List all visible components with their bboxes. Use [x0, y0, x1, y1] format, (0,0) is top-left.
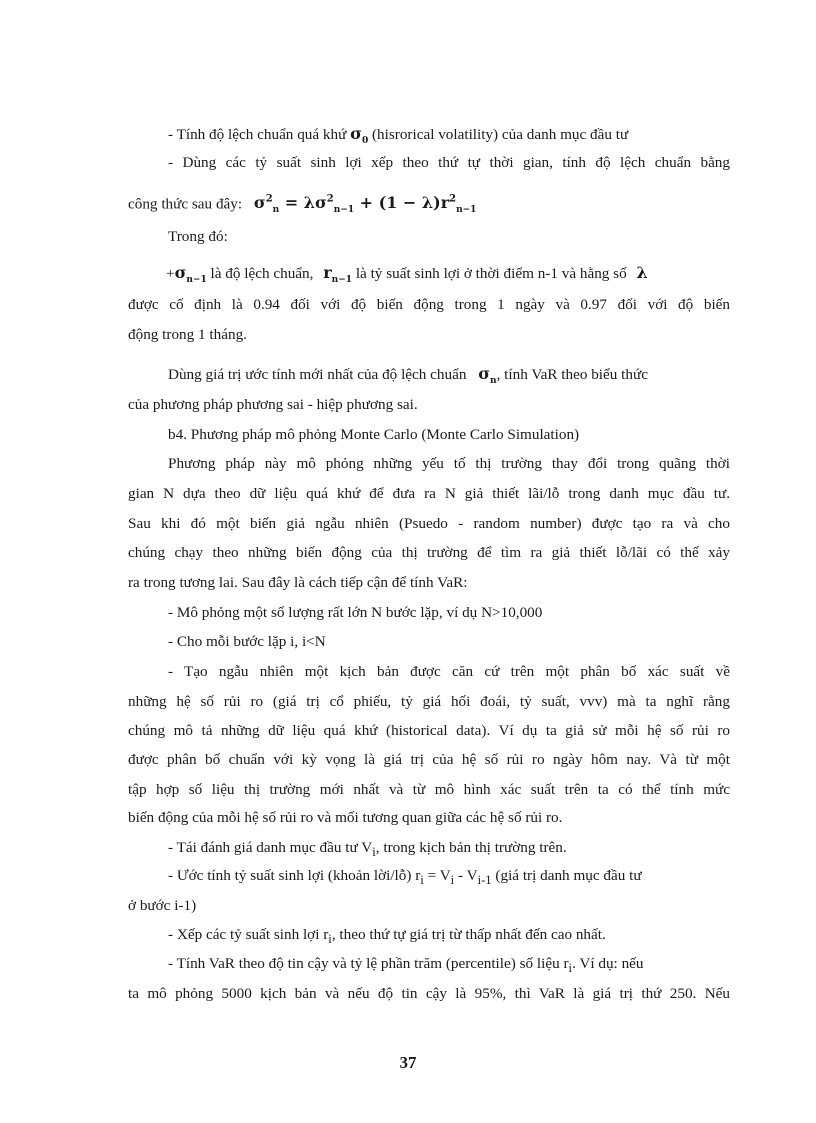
text-line: $+\sigma_{n-1}$ là độ lệch chuẩn, $r_{n-1}$ là tỷ suất sinh lợi ở thời điểm n-1 và hằng số λ	[166, 263, 648, 286]
text-line: của phương pháp phương sai - hiệp phương sai.	[128, 396, 418, 413]
text-line: - Ước tính tỷ suất sinh lợi (khoản lời/lỗ) $r_i = V_i - V_{i-1}$ (giá trị danh mục đầu tư	[168, 867, 642, 888]
text-line: chúng chạy theo những biến động của thị trường để tìm ra giả thiết lỗ/lãi có thể xảy	[128, 544, 730, 561]
text-line: - Tái đánh giá danh mục đầu tư $V_i$, trong kịch bản thị trường trên.	[168, 839, 567, 860]
text-line: Trong đó:	[168, 228, 228, 245]
text-line: ta mô phỏng 5000 kịch bản và nếu độ tin cậy là 95%, thì VaR là giá trị thứ 250. Nếu	[128, 985, 730, 1002]
text-line: tập hợp số liệu thị trường mới nhất và từ mô hình xác suất trên ta có thể tính mức	[128, 781, 730, 798]
text-line: - Mô phỏng một số lượng rất lớn N bước lặp, ví dụ N>10,000	[168, 604, 543, 621]
text-line: ra trong tương lai. Sau đây là cách tiếp cận để tính VaR:	[128, 574, 468, 591]
text-line: gian N dựa theo dữ liệu quá khứ để đưa ra N giả thiết lãi/lỗ trong danh mục đầu tư.	[128, 485, 730, 502]
ewma-formula: $\sigma^2_n = \lambda\sigma^2_{n-1} + (1 - \lambda)r^2_{n-1}$	[253, 193, 477, 216]
lambda-symbol: λ	[636, 263, 648, 282]
text-line: công thức sau đây: $\sigma^2_n = \lambda\sigma^2_{n-1} + (1 - \lambda)r^2_{n-1}$	[128, 193, 477, 216]
text-line: Sau khi đó một biến giả ngẫu nhiên (Psuedo - random number) được tạo ra và cho	[128, 515, 730, 532]
text-line: ở bước i-1)	[128, 897, 197, 914]
page-number: 37	[399, 1053, 417, 1072]
text-line: Phương pháp này mô phỏng những yếu tố thị trường thay đổi trong quãng thời	[168, 455, 730, 472]
sigma-n-1-symbol: $\sigma_{n-1}$	[174, 263, 207, 286]
section-heading: b4. Phương pháp mô phỏng Monte Carlo (Monte Carlo Simulation)	[168, 426, 580, 443]
text-line: - Dùng các tỷ suất sinh lợi xếp theo thứ tự thời gian, tính độ lệch chuẩn bằng	[168, 154, 730, 171]
text-line: biến động của mỗi hệ số rủi ro và mối tương quan giữa các hệ số rủi ro.	[128, 809, 563, 826]
text-line: - Tạo ngẫu nhiên một kịch bản được căn cứ trên một phân bố xác suất về	[168, 663, 730, 680]
r-n-1-symbol: $r_{n-1}$	[323, 263, 353, 286]
text-line: - Xếp các tỷ suất sinh lợi $r_i$, theo thứ tự giá trị từ thấp nhất đến cao nhất.	[168, 926, 606, 947]
sigma-0-symbol: $\sigma_0$	[350, 124, 369, 147]
text-line: chúng mô tả những dữ liệu quá khứ (historical data). Ví dụ ta giả sử mỗi hệ số rủi ro	[128, 722, 730, 739]
text-line: - Cho mỗi bước lặp i, i<N	[168, 633, 326, 650]
text-line: động trong 1 tháng.	[128, 326, 247, 343]
text-line: Dùng giá trị ước tính mới nhất của độ lệch chuẩn $\sigma_n$, tính VaR theo biểu thức	[168, 364, 648, 387]
text-line: được cố định là 0.94 đối với độ biến động trong 1 ngày và 0.97 đối với độ biến	[128, 296, 730, 313]
text-line: những hệ số rủi ro (giá trị cổ phiếu, tỷ giá hối đoái, tỷ suất, vvv) mà ta nghĩ rằng	[128, 693, 730, 710]
text-line: - Tính VaR theo độ tin cậy và tỷ lệ phần trăm (percentile) số liệu $r_i$. Ví dụ: nếu	[168, 955, 644, 976]
sigma-n-symbol: $\sigma_n$	[478, 364, 497, 387]
text-line: được phân bố chuẩn với kỳ vọng là giá trị của hệ số rủi ro ngày hôm nay. Và từ một	[128, 751, 730, 768]
text-line: - Tính độ lệch chuẩn quá khứ $\sigma_0$ (hisrorical volatility) của danh mục đầu tư	[168, 124, 629, 147]
